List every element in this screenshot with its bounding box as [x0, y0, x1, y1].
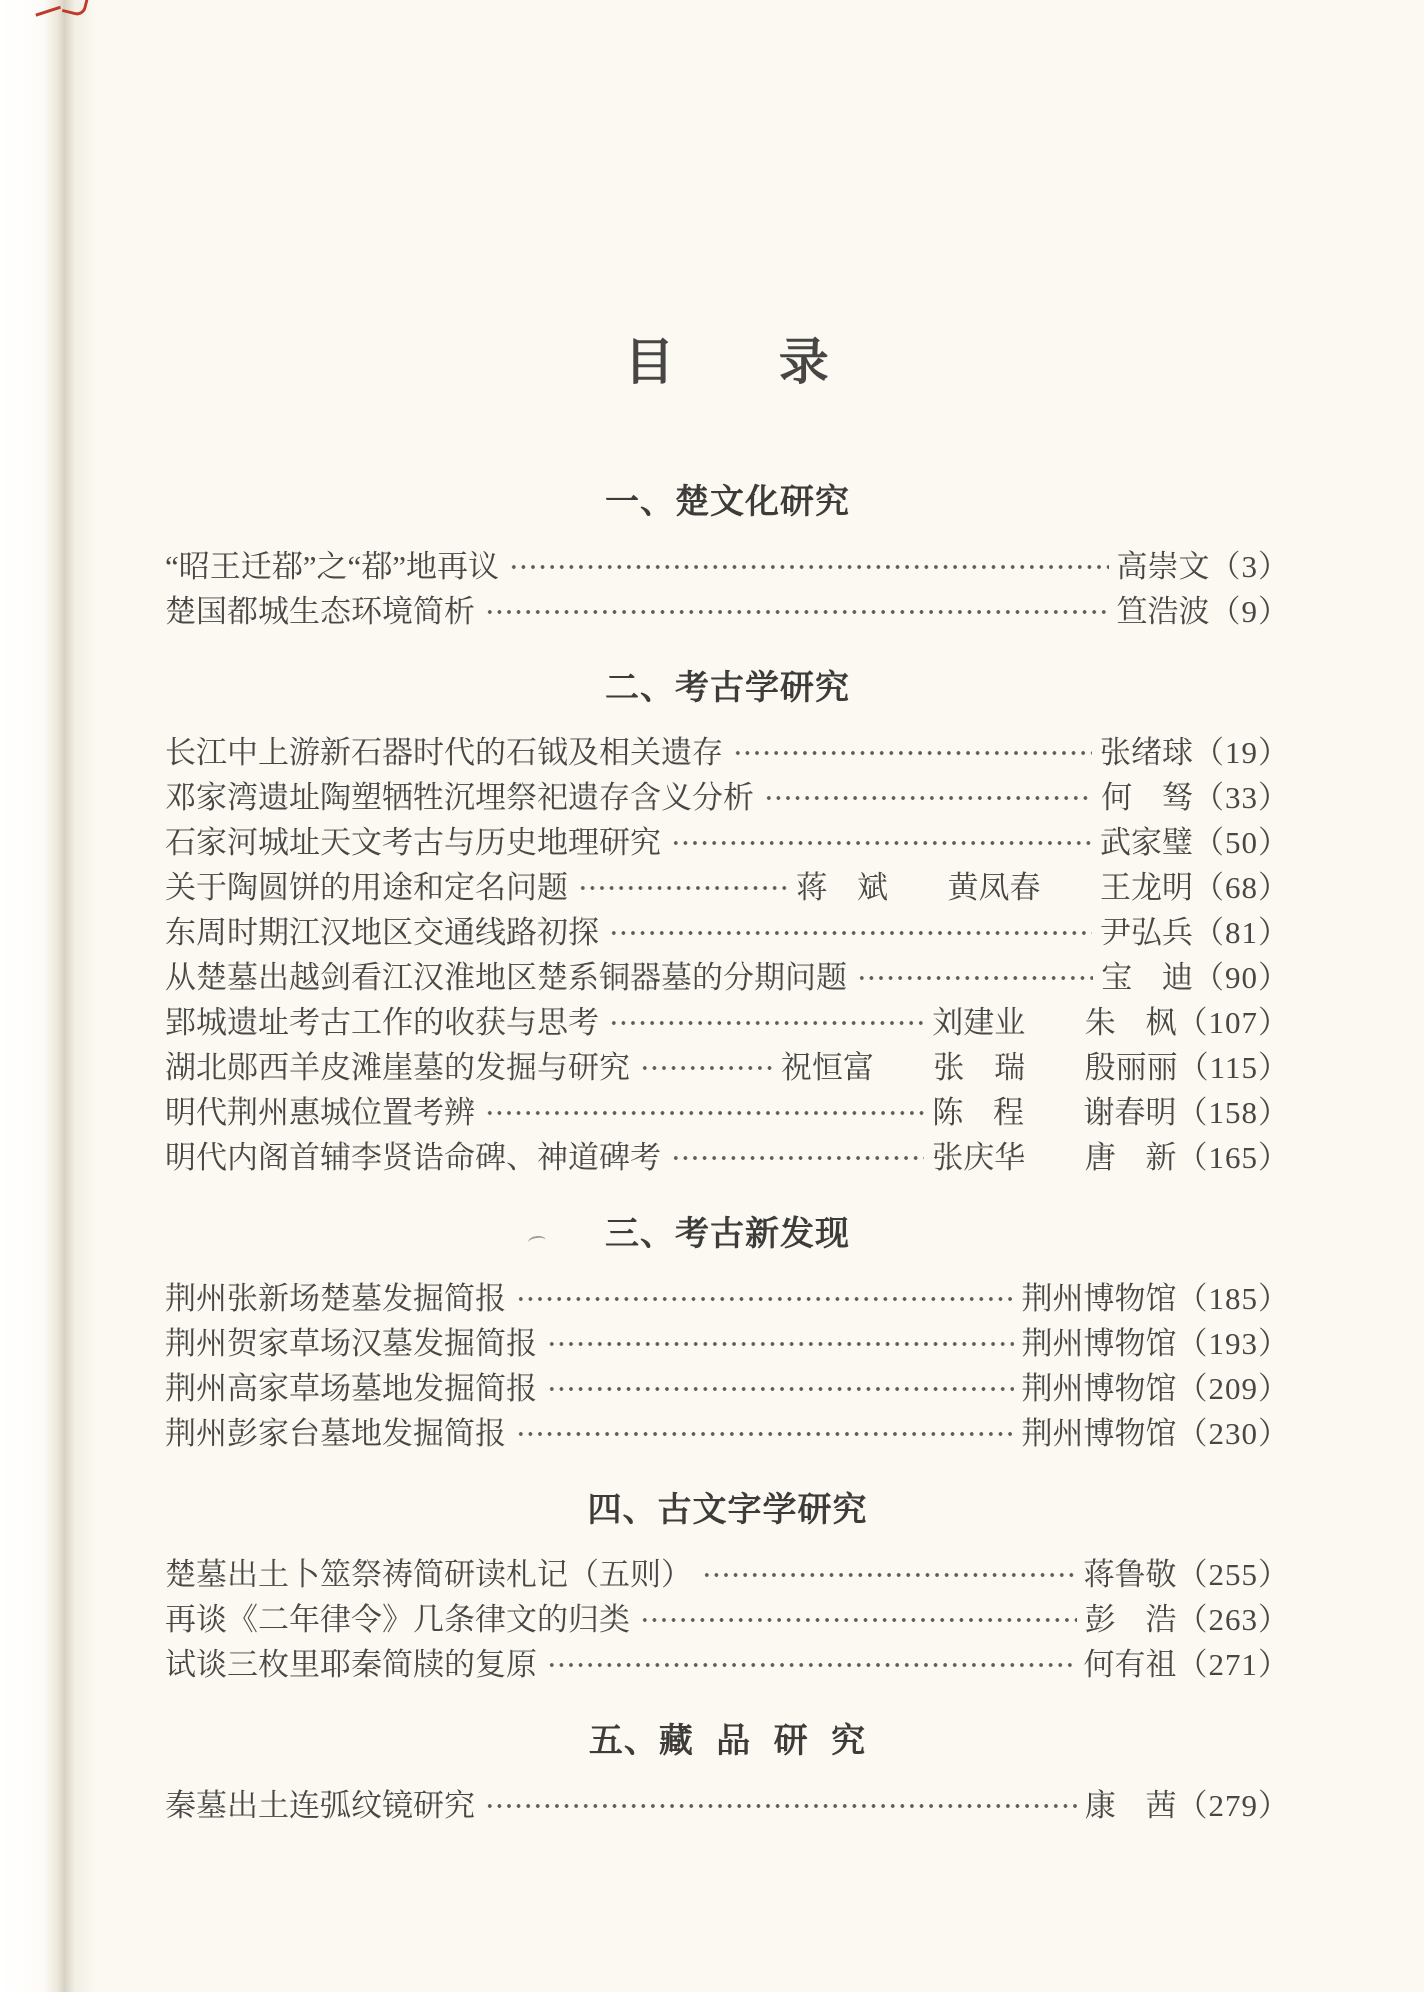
entry-title: 荆州彭家台墓地发掘简报 — [165, 1416, 506, 1451]
dot-leader — [764, 772, 1093, 817]
entry-page-number: （271） — [1176, 1647, 1290, 1682]
entry-title: 秦墓出土连弧纹镜研究 — [165, 1788, 475, 1823]
dot-leader — [547, 1363, 1014, 1408]
entry-page-number: （158） — [1176, 1095, 1290, 1130]
section-entry-list — [165, 727, 1290, 1177]
dot-leader — [671, 817, 1092, 862]
toc-entry — [165, 952, 1290, 997]
entry-authors: 陈 程 谢春明 — [932, 1095, 1177, 1130]
toc-section — [165, 1720, 1290, 1825]
entry-authors: 张庆华 唐 新 — [932, 1140, 1177, 1175]
entry-page-number: （209） — [1176, 1371, 1290, 1406]
entry-authors: 刘建业 朱 枫 — [932, 1005, 1177, 1040]
toc-section — [165, 1489, 1290, 1684]
toc-entry — [165, 817, 1290, 862]
dot-leader — [485, 1087, 924, 1132]
entry-authors: 蒋鲁敬 — [1083, 1557, 1177, 1592]
entry-authors: 笪浩波 — [1116, 594, 1210, 629]
entry-authors: 高崇文 — [1116, 549, 1210, 584]
entry-authors: 何 驽 — [1101, 780, 1193, 815]
toc-entry — [165, 1594, 1290, 1639]
toc-entry — [165, 1042, 1290, 1087]
entry-title: 明代荆州惠城位置考辨 — [165, 1095, 475, 1130]
dot-leader — [578, 862, 788, 907]
dot-leader — [640, 1042, 773, 1087]
entry-authors: 荆州博物馆 — [1021, 1326, 1177, 1361]
section-entry-list — [165, 541, 1290, 631]
toc-entry — [165, 1273, 1290, 1318]
entry-title: 湖北郧西羊皮滩崖墓的发掘与研究 — [165, 1050, 630, 1085]
toc-entry — [165, 1363, 1290, 1408]
entry-page-number: （115） — [1177, 1050, 1290, 1085]
entry-title: 荆州高家草场墓地发掘简报 — [165, 1371, 537, 1406]
entry-authors: 荆州博物馆 — [1021, 1281, 1177, 1316]
dot-leader — [733, 727, 1092, 772]
entry-page-number: （193） — [1176, 1326, 1290, 1361]
dot-leader — [702, 1549, 1076, 1594]
dot-leader — [516, 1408, 1014, 1453]
toc-entry — [165, 1087, 1290, 1132]
entry-page-number: （19） — [1193, 735, 1290, 770]
entry-page-number: （279） — [1176, 1788, 1290, 1823]
entry-page-number: （33） — [1193, 780, 1290, 815]
entry-authors: 武家璧 — [1100, 825, 1193, 860]
entry-authors: 张绪球 — [1100, 735, 1193, 770]
dot-leader — [671, 1132, 924, 1177]
entry-title: 试谈三枚里耶秦简牍的复原 — [165, 1647, 537, 1682]
dot-leader — [516, 1273, 1014, 1318]
entry-page-number: （50） — [1193, 825, 1290, 860]
toc-entry — [165, 541, 1290, 586]
entry-title: 长江中上游新石器时代的石钺及相关遗存 — [165, 735, 723, 770]
entry-page-number: （3） — [1209, 549, 1290, 584]
entry-authors: 祝恒富 张 瑞 殷丽丽 — [780, 1050, 1178, 1085]
entry-authors: 荆州博物馆 — [1021, 1416, 1177, 1451]
dot-leader — [485, 586, 1109, 631]
toc-entry — [165, 1318, 1290, 1363]
entry-authors: 蒋 斌 黄凤春 王龙明 — [796, 870, 1193, 905]
entry-title: 从楚墓出越剑看江汉淮地区楚系铜器墓的分期问题 — [165, 960, 847, 995]
toc-page — [165, 0, 1290, 1825]
dot-leader — [857, 952, 1093, 997]
entry-authors: 彭 浩 — [1084, 1602, 1177, 1637]
entry-authors: 尹弘兵 — [1100, 915, 1193, 950]
entry-page-number: （81） — [1193, 915, 1290, 950]
entry-authors: 何有祖 — [1083, 1647, 1177, 1682]
red-pen-mark-2 — [62, 0, 89, 17]
entry-title: 荆州张新场楚墓发掘简报 — [165, 1281, 506, 1316]
entry-title: 荆州贺家草场汉墓发掘简报 — [165, 1326, 537, 1361]
entry-page-number: （9） — [1209, 594, 1290, 629]
entry-page-number: （255） — [1176, 1557, 1290, 1592]
dot-leader — [547, 1639, 1076, 1684]
entry-page-number: （165） — [1176, 1140, 1290, 1175]
toc-entry — [165, 1639, 1290, 1684]
toc-entry — [165, 1549, 1290, 1594]
entry-title: 郢城遗址考古工作的收获与思考 — [165, 1005, 599, 1040]
toc-sections — [165, 481, 1290, 1825]
entry-title: “昭王迁鄀”之“鄀”地再议 — [165, 549, 500, 584]
entry-title: 东周时期江汉地区交通线路初探 — [165, 915, 599, 950]
entry-title: 关于陶圆饼的用途和定名问题 — [165, 870, 568, 905]
entry-page-number: （230） — [1176, 1416, 1290, 1451]
page-title: 目 录 — [624, 334, 831, 390]
toc-entry — [165, 1132, 1290, 1177]
entry-title: 楚墓出土卜筮祭祷简研读札记（五则） — [165, 1557, 692, 1592]
entry-title: 再谈《二年律令》几条律文的归类 — [165, 1602, 630, 1637]
dot-leader — [609, 907, 1092, 952]
entry-page-number: （90） — [1193, 960, 1290, 995]
entry-page-number: （68） — [1193, 870, 1290, 905]
toc-entry — [165, 586, 1290, 631]
dot-leader — [509, 541, 1108, 586]
red-pen-mark-1 — [31, 0, 61, 17]
section-entry-list — [165, 1273, 1290, 1453]
entry-authors: 康 茜 — [1084, 1788, 1177, 1823]
section-heading: 二、考古学研究 — [605, 669, 850, 707]
toc-section — [165, 481, 1290, 631]
toc-entry — [165, 997, 1290, 1042]
toc-section — [165, 1213, 1290, 1453]
toc-entry — [165, 907, 1290, 952]
dot-leader — [640, 1594, 1077, 1639]
toc-entry — [165, 727, 1290, 772]
entry-authors: 荆州博物馆 — [1021, 1371, 1177, 1406]
entry-page-number: （263） — [1176, 1602, 1290, 1637]
toc-entry — [165, 772, 1290, 817]
entry-title: 明代内阁首辅李贤诰命碑、神道碑考 — [165, 1140, 661, 1175]
toc-section — [165, 667, 1290, 1177]
section-heading: 三、考古新发现 — [605, 1215, 850, 1253]
toc-entry — [165, 1408, 1290, 1453]
entry-title: 石家河城址天文考古与历史地理研究 — [165, 825, 661, 860]
entry-title: 楚国都城生态环境简析 — [165, 594, 475, 629]
section-entry-list — [165, 1780, 1290, 1825]
page-gutter-shadow — [0, 0, 96, 1992]
entry-title: 邓家湾遗址陶塑牺牲沉埋祭祀遗存含义分析 — [165, 780, 754, 815]
entry-page-number: （185） — [1176, 1281, 1290, 1316]
dot-leader — [609, 997, 924, 1042]
entry-page-number: （107） — [1176, 1005, 1290, 1040]
toc-entry — [165, 862, 1290, 907]
entry-authors: 宝 迪 — [1101, 960, 1193, 995]
section-heading: 一、楚文化研究 — [605, 483, 850, 521]
toc-entry — [165, 1780, 1290, 1825]
dot-leader — [485, 1780, 1077, 1825]
section-heading: 五、藏 品 研 究 — [588, 1722, 867, 1760]
dot-leader — [547, 1318, 1014, 1363]
section-entry-list — [165, 1549, 1290, 1684]
section-heading: 四、古文字学研究 — [587, 1491, 868, 1529]
